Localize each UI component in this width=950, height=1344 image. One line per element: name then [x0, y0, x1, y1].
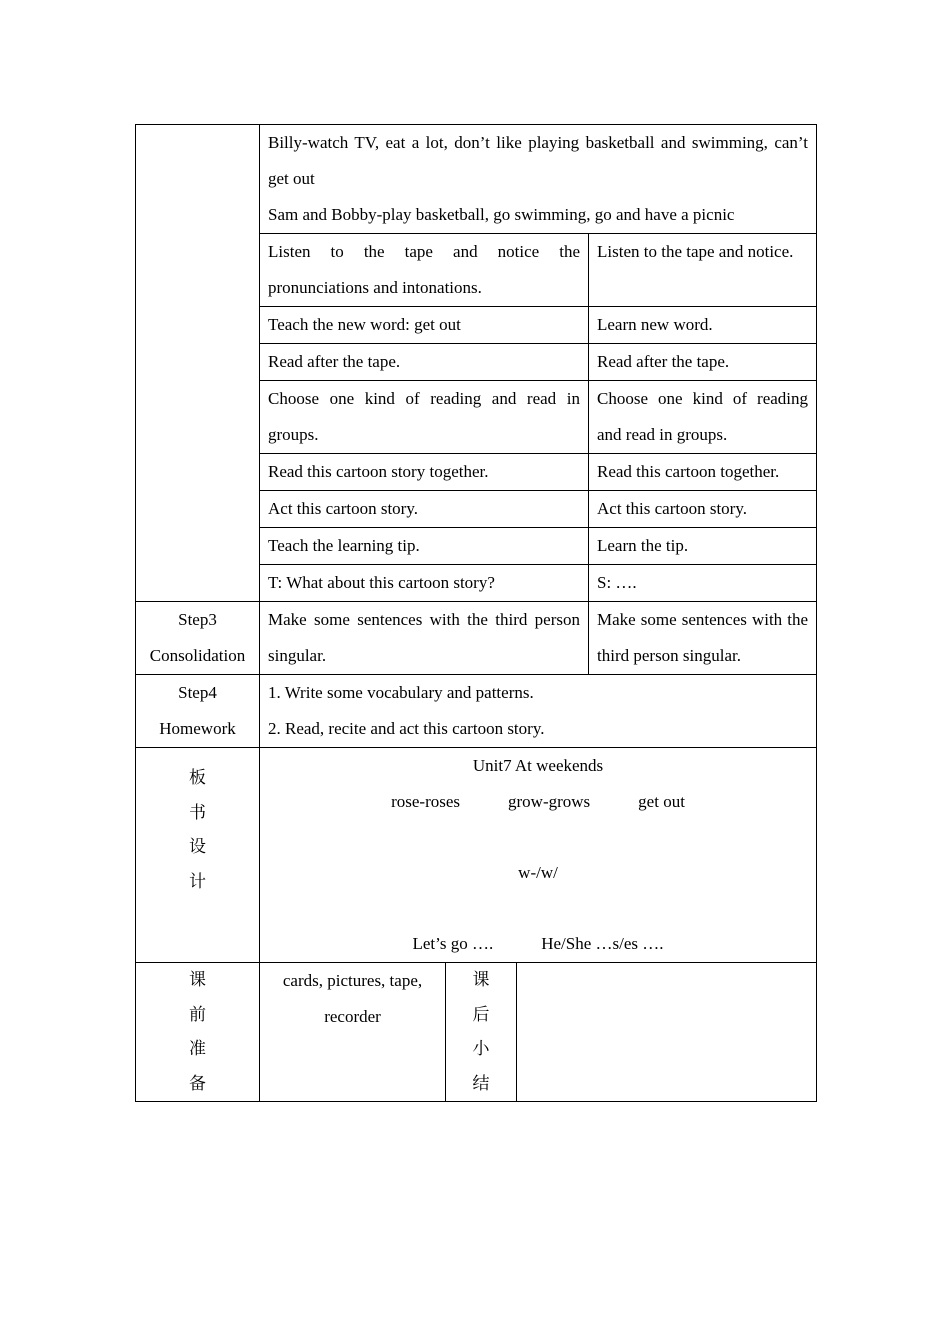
board-patterns: [260, 926, 816, 962]
board-design-content: [260, 748, 817, 963]
homework-cell: [260, 675, 817, 748]
label-char: 设: [189, 837, 206, 857]
summary-label: [446, 963, 517, 1102]
teacher-activity: Read after the tape.: [260, 344, 589, 381]
teacher-activity: Teach the new word: get out: [260, 307, 589, 344]
step2-label-cell: [136, 125, 260, 602]
teacher-activity: Teach the learning tip.: [260, 528, 589, 565]
teacher-activity: T: What about this cartoon story?: [260, 565, 589, 602]
label-char: 计: [189, 871, 206, 892]
label-char: 小: [472, 1039, 490, 1059]
label-char: 板: [189, 768, 206, 788]
student-activity: S: ….: [589, 565, 817, 602]
board-design-label: [136, 748, 260, 963]
student-activity: Listen to the tape and notice.: [589, 234, 817, 307]
board-word: rose-roses: [391, 792, 461, 811]
step3-teacher-activity: Make some sentences with the third person singular.: [260, 602, 589, 675]
board-words: [260, 784, 816, 820]
student-activity: Read this cartoon together.: [589, 454, 817, 491]
label-char: 结: [472, 1073, 490, 1094]
board-word: grow-grows: [508, 792, 591, 811]
board-pattern: He/She …s/es ….: [541, 934, 664, 953]
step3-number: Step3: [178, 610, 217, 629]
step4-row: [136, 675, 817, 748]
story-summary-cell: [260, 125, 817, 234]
label-char: 课: [472, 970, 490, 990]
story-summary-billy: Billy-watch TV, eat a lot, don’t like playing basketball and swimming, can’t get out: [268, 133, 809, 188]
summary-content: [517, 963, 817, 1102]
teacher-activity: Choose one kind of reading and read in groups.: [260, 381, 589, 454]
label-char: 课: [189, 970, 206, 990]
board-title: Unit7 At weekends: [472, 756, 604, 775]
label-char: 准: [189, 1039, 206, 1059]
board-pattern: Let’s go ….: [412, 934, 494, 953]
label-char: 前: [189, 1004, 206, 1025]
board-phonics: w-/w/: [518, 863, 558, 882]
step4-number: Step4: [178, 683, 217, 702]
story-summary-row: [136, 125, 817, 234]
label-char: 书: [189, 802, 206, 823]
homework-item: 2. Read, recite and act this cartoon story.: [268, 719, 545, 738]
homework-item: 1. Write some vocabulary and patterns.: [268, 683, 534, 702]
story-summary-sam-bobby: Sam and Bobby-play basketball, go swimming, go and have a picnic: [268, 205, 735, 224]
board-design-row: [136, 748, 817, 963]
step3-label: [136, 602, 260, 675]
lesson-plan-table: [135, 124, 816, 1102]
prep-row: [136, 963, 817, 1102]
step3-title: Consolidation: [149, 646, 246, 665]
student-activity: Choose one kind of reading and read in groups.: [589, 381, 817, 454]
step4-label: [136, 675, 260, 748]
step3-student-activity: Make some sentences with the third person singular.: [589, 602, 817, 675]
teacher-activity: Listen to the tape and notice the pronunciations and intonations.: [260, 234, 589, 307]
teacher-activity: Read this cartoon story together.: [260, 454, 589, 491]
prep-label: [136, 963, 260, 1102]
teacher-activity: Act this cartoon story.: [260, 491, 589, 528]
student-activity: Learn the tip.: [589, 528, 817, 565]
student-activity: Read after the tape.: [589, 344, 817, 381]
student-activity: Act this cartoon story.: [589, 491, 817, 528]
step3-row: [136, 602, 817, 675]
label-char: 后: [472, 1004, 490, 1025]
step4-title: Homework: [159, 719, 236, 738]
label-char: 备: [189, 1073, 206, 1094]
student-activity: Learn new word.: [589, 307, 817, 344]
prep-materials: cards, pictures, tape, recorder: [260, 963, 446, 1102]
board-word: get out: [638, 792, 685, 811]
